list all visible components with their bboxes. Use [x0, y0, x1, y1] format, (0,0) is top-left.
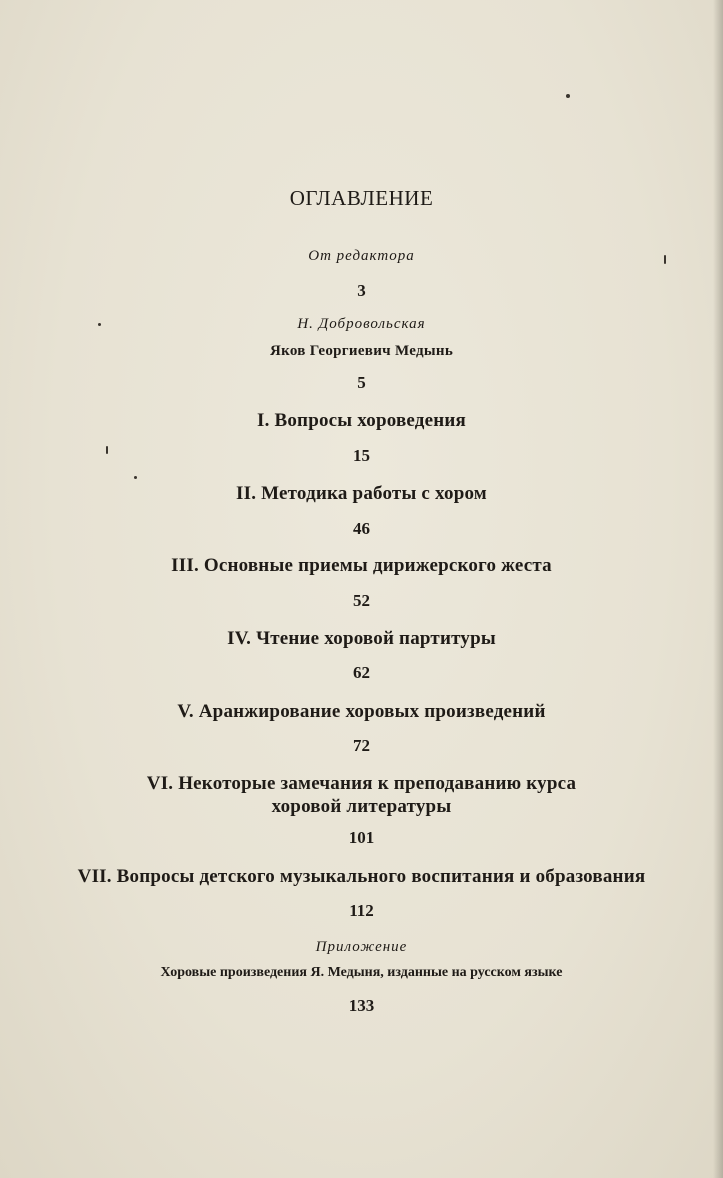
- toc-heading: ОГЛАВЛЕНИЕ: [289, 186, 434, 210]
- chapter-2-title: II. Методика работы с хором: [236, 483, 487, 504]
- appendix-title: Хоровые произведения Я. Медыня, изданные на русском языке: [160, 965, 563, 980]
- chapter-4-page: 62: [353, 663, 370, 682]
- editor-note-page: 3: [357, 281, 366, 300]
- chapter-5-page: 72: [353, 736, 370, 755]
- chapter-6-title-line1: VI. Некоторые замечания к преподаванию курса: [146, 773, 577, 794]
- print-speck: [566, 94, 570, 98]
- chapter-3-page: 52: [353, 591, 370, 610]
- chapter-1-title: I. Вопросы хороведения: [256, 410, 467, 431]
- intro-author: Н. Добровольская: [297, 316, 426, 332]
- editor-note-label: От редактора: [308, 248, 415, 264]
- print-speck: [134, 476, 137, 479]
- chapter-7-title: VII. Вопросы детского музыкального воспитания и образования: [77, 866, 646, 887]
- appendix-label: Приложение: [315, 939, 408, 955]
- intro-title: Яков Георгиевич Медынь: [269, 343, 454, 359]
- chapter-5-title: V. Аранжирование хоровых произведений: [177, 701, 546, 722]
- chapter-3-title: III. Основные приемы дирижерского жеста: [171, 555, 552, 576]
- appendix-page: 133: [348, 996, 375, 1015]
- chapter-7-page: 112: [349, 901, 374, 920]
- chapter-1-page: 15: [353, 446, 370, 465]
- intro-page: 5: [357, 373, 366, 392]
- chapter-2-page: 46: [353, 519, 370, 538]
- chapter-6-title-line2: хоровой литературы: [271, 796, 452, 817]
- chapter-6-page: 101: [348, 828, 375, 847]
- chapter-4-title: IV. Чтение хоровой партитуры: [227, 628, 496, 649]
